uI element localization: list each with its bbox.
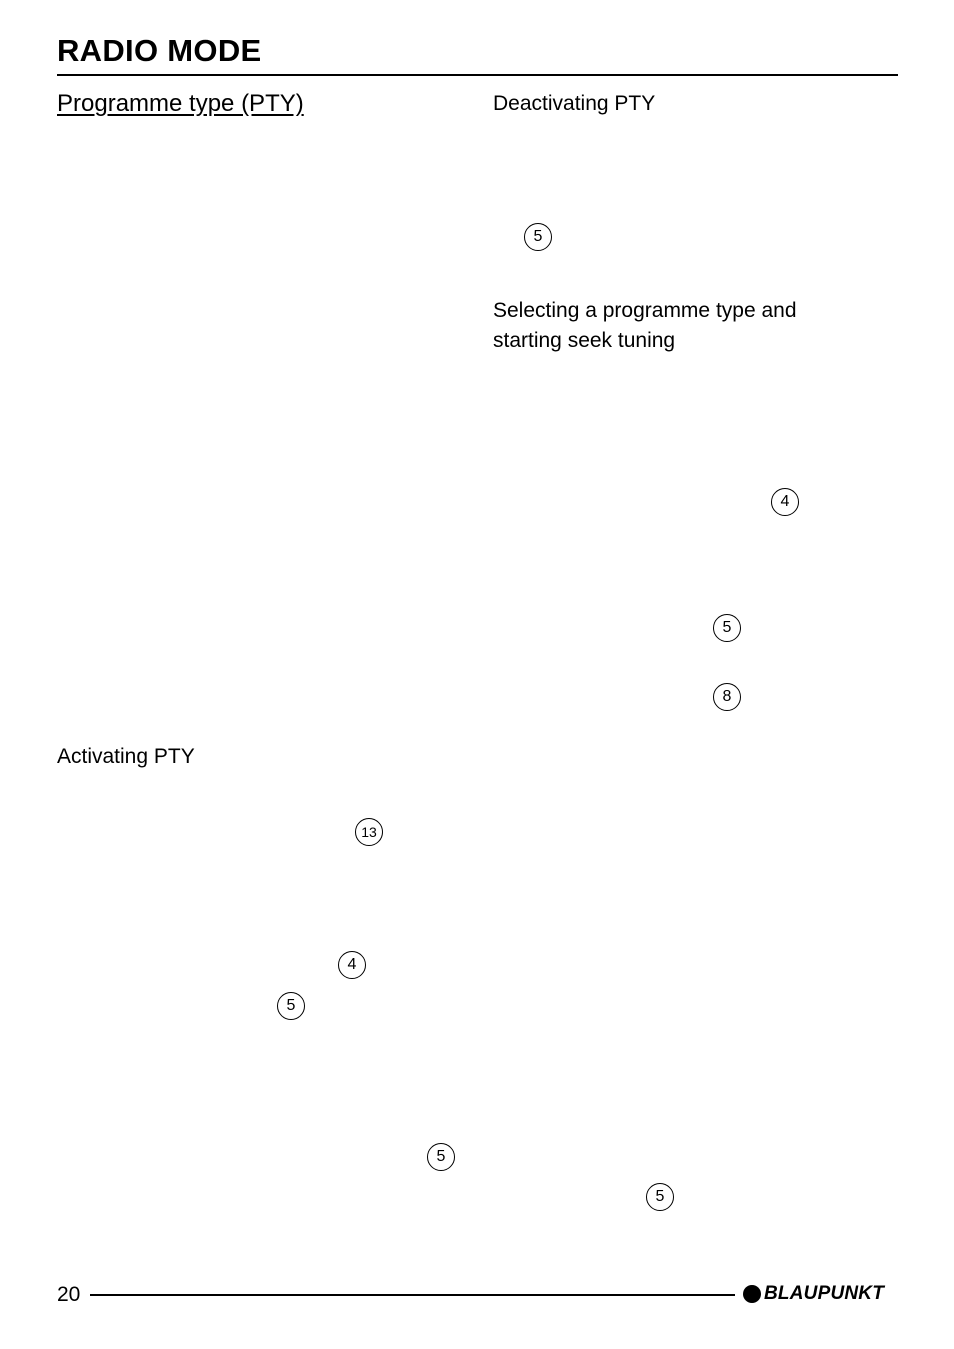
callout-number-13: 13 xyxy=(355,818,383,846)
title-divider xyxy=(57,74,898,76)
heading-programme-type: Programme type (PTY) xyxy=(57,90,304,117)
callout-number-5: 5 xyxy=(646,1183,674,1211)
callout-number-5: 5 xyxy=(713,614,741,642)
callout-number-5: 5 xyxy=(427,1143,455,1171)
callout-number-5: 5 xyxy=(277,992,305,1020)
page-number: 20 xyxy=(57,1283,81,1306)
heading-deactivating-pty: Deactivating PTY xyxy=(493,92,656,115)
brand-name: BLAUPUNKT xyxy=(764,1283,885,1304)
heading-line: starting seek tuning xyxy=(493,329,676,352)
callout-number-5: 5 xyxy=(524,223,552,251)
page-section-title: RADIO MODE xyxy=(57,33,262,68)
heading-selecting-programme-type xyxy=(493,296,893,356)
callout-number-8: 8 xyxy=(713,683,741,711)
blaupunkt-dot-icon xyxy=(743,1285,761,1303)
footer-divider xyxy=(90,1294,735,1296)
heading-line: Selecting a programme type and xyxy=(493,299,797,322)
callout-number-4: 4 xyxy=(771,488,799,516)
brand-logo xyxy=(743,1283,884,1305)
callout-number-4: 4 xyxy=(338,951,366,979)
heading-activating-pty: Activating PTY xyxy=(57,745,195,768)
